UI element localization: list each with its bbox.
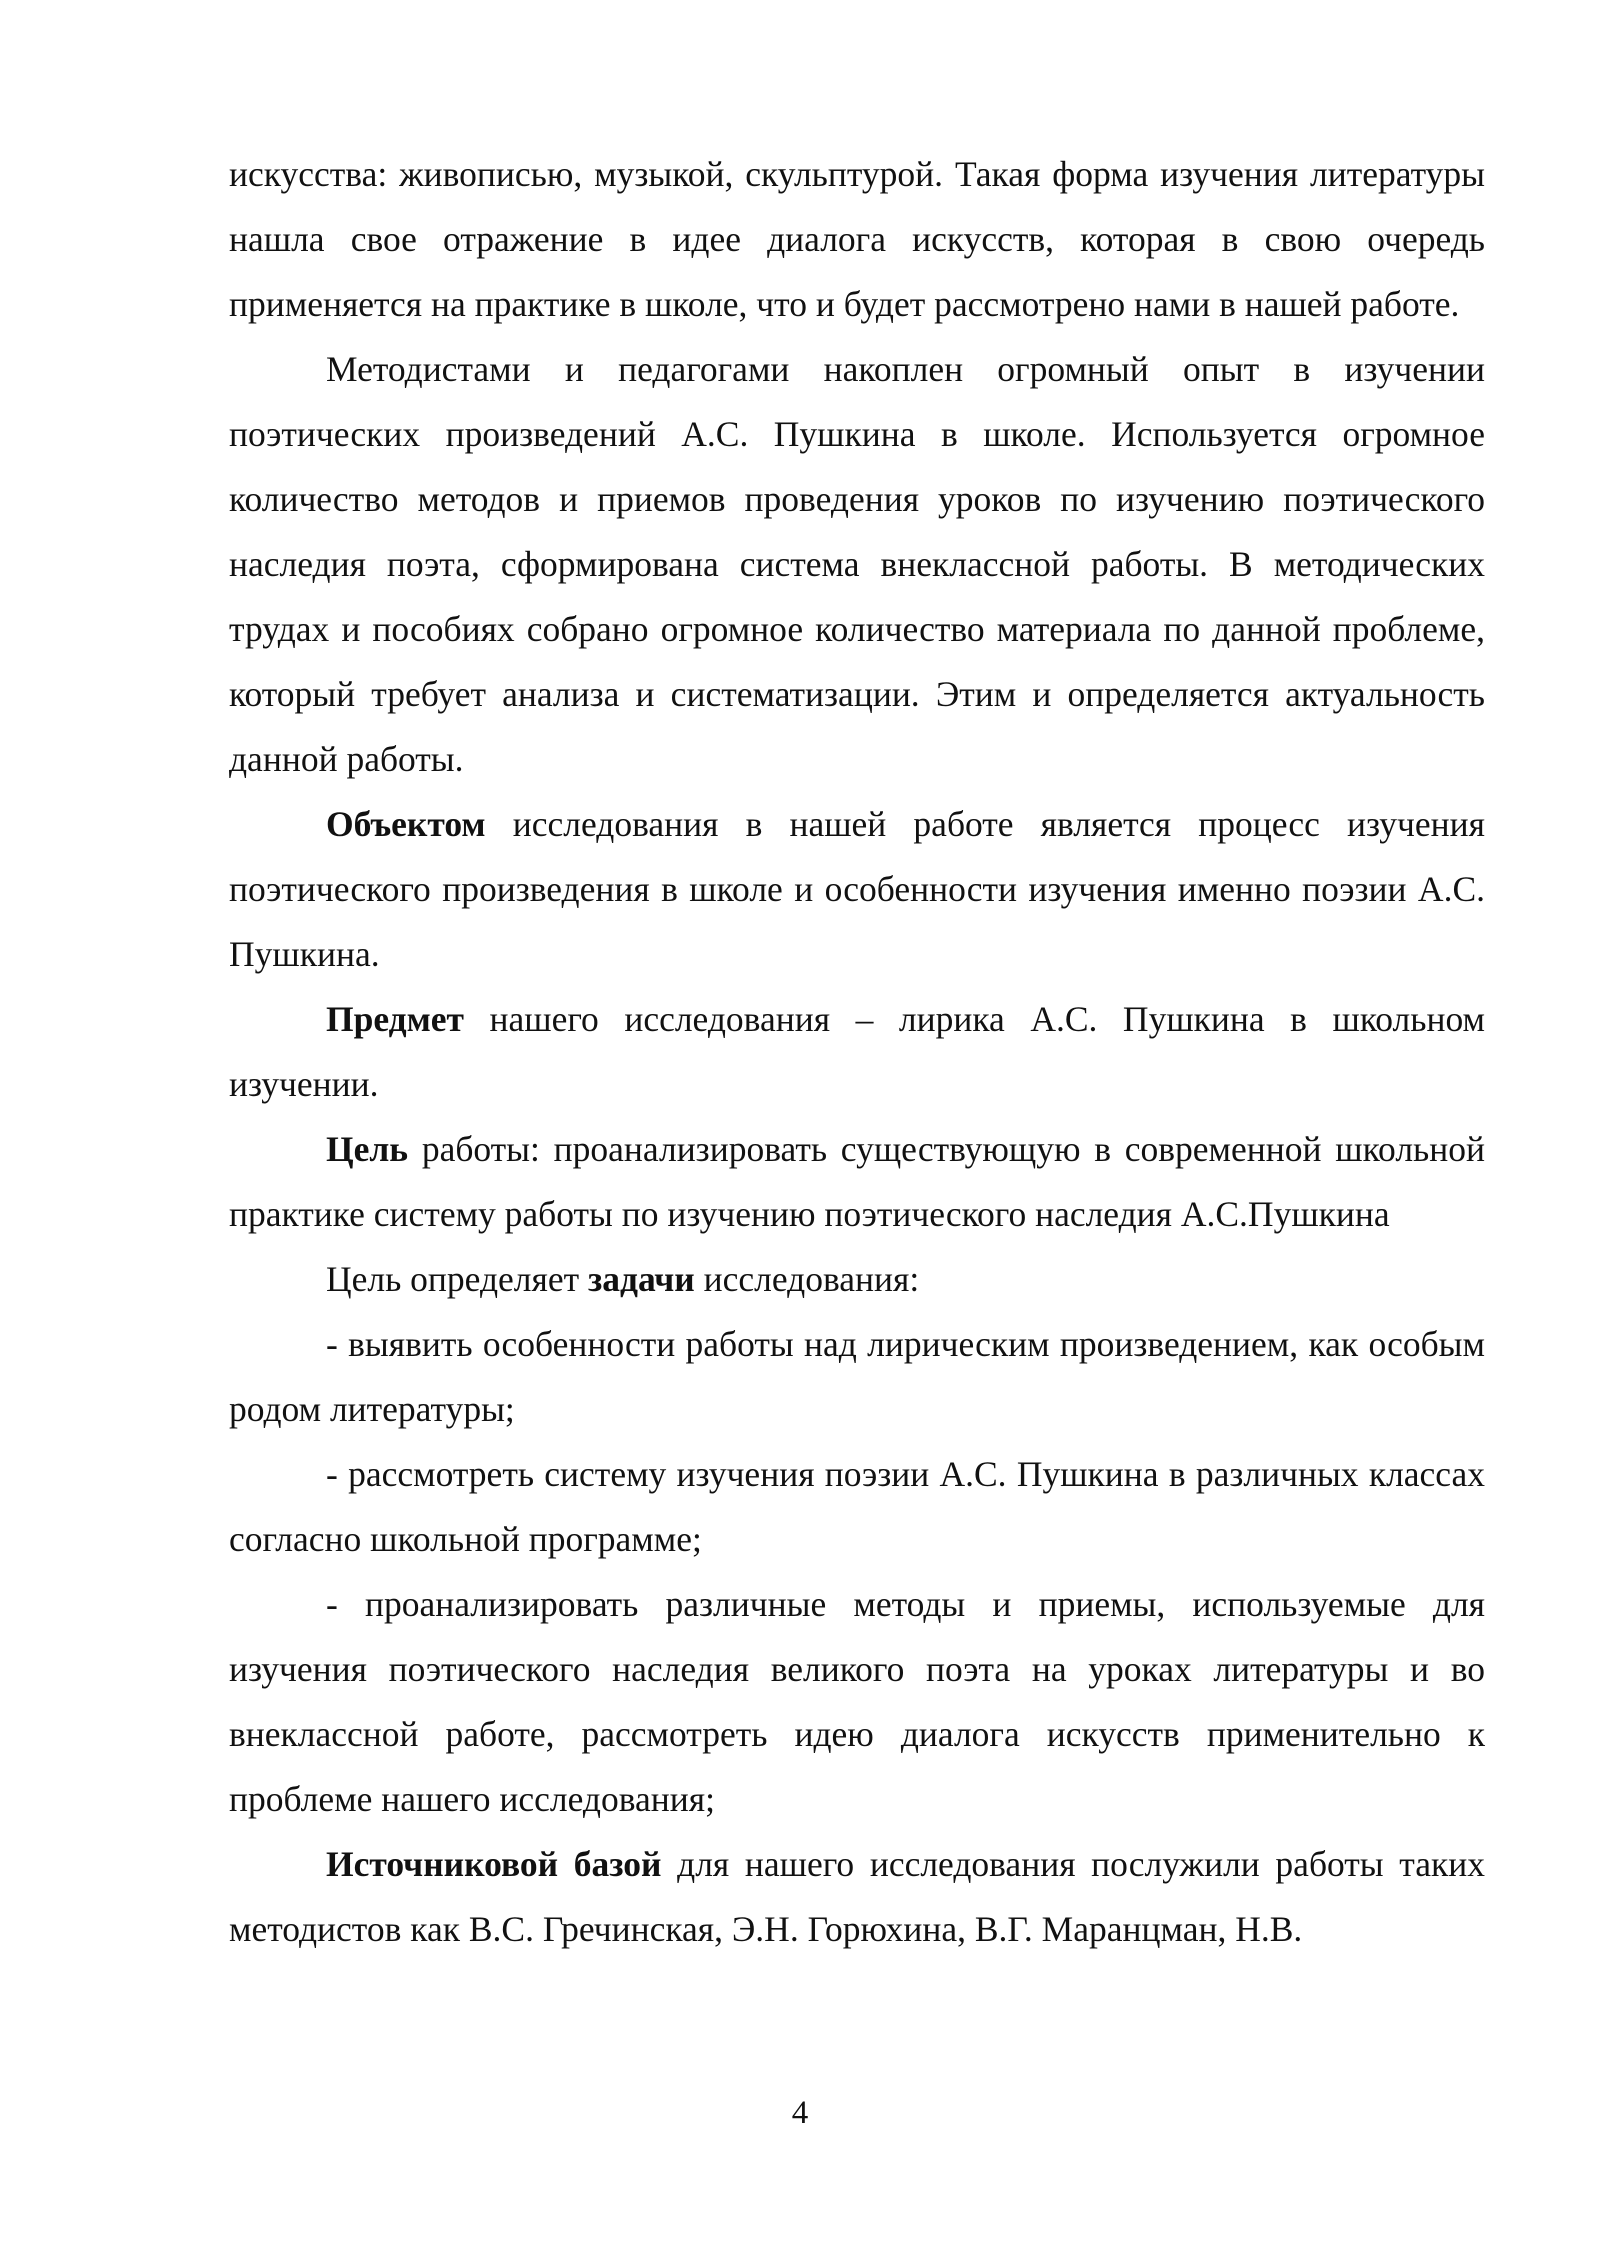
task-item: - проанализировать различные методы и приемы, используемые для изучения поэтического наследия великого поэта на уроках литературы и во внеклассной работе, рассмотреть идею диалога искусств применительно к проблеме нашего исследования; — [229, 1584, 1485, 1819]
body-text — [229, 142, 1485, 1962]
term-subject: Предмет — [326, 999, 464, 1039]
page-number: 4 — [791, 2095, 809, 2131]
paragraph-arts-dialogue: искусства: живописью, музыкой, скульптурой. Такая форма изучения литературы нашла свое отражение в идее диалога искусств, которая в свою очередь применяется на практике в школе, что и будет рассмотрено нами в нашей работе. — [229, 154, 1485, 324]
task-item: - рассмотреть систему изучения поэзии А.С. Пушкина в различных классах согласно школьной программе; — [229, 1454, 1485, 1559]
paragraph-research-subject: Предмет нашего исследования – лирика А.С. Пушкина в школьном изучении. — [229, 999, 1485, 1104]
term-object: Объектом — [326, 804, 486, 844]
term-source-base: Источниковой базой — [326, 1844, 662, 1884]
term-tasks: задачи — [587, 1259, 695, 1299]
paragraph-tasks-intro: Цель определяет задачи исследования: — [326, 1259, 920, 1299]
paragraph-methodologists-experience: Методистами и педагогами накоплен огромный опыт в изучении поэтических произведений А.С. Пушкина в школе. Используется огромное количество методов и приемов проведения уроков по изучению поэтического наследия поэта, сформирована система внеклассной работы. В методических трудах и пособиях собрано огромное количество материала по данной проблеме, который требует анализа и систематизации. Этим и определяется актуальность данной работы. — [229, 349, 1485, 779]
paragraph-research-object: Объектом исследования в нашей работе является процесс изучения поэтического произведения в школе и особенности изучения именно поэзии А.С. Пушкина. — [229, 804, 1485, 974]
term-goal: Цель — [326, 1129, 409, 1169]
paragraph-source-base: Источниковой базой для нашего исследования послужили работы таких методистов как В.С. Гречинская, Э.Н. Горюхина, В.Г. Маранцман, Н.В. — [229, 1844, 1485, 1949]
task-item: - выявить особенности работы над лирическим произведением, как особым родом литературы; — [229, 1324, 1485, 1429]
paragraph-research-goal: Цель работы: проанализировать существующую в современной школьной практике систему работы по изучению поэтического наследия А.С.Пушкина — [229, 1129, 1485, 1234]
